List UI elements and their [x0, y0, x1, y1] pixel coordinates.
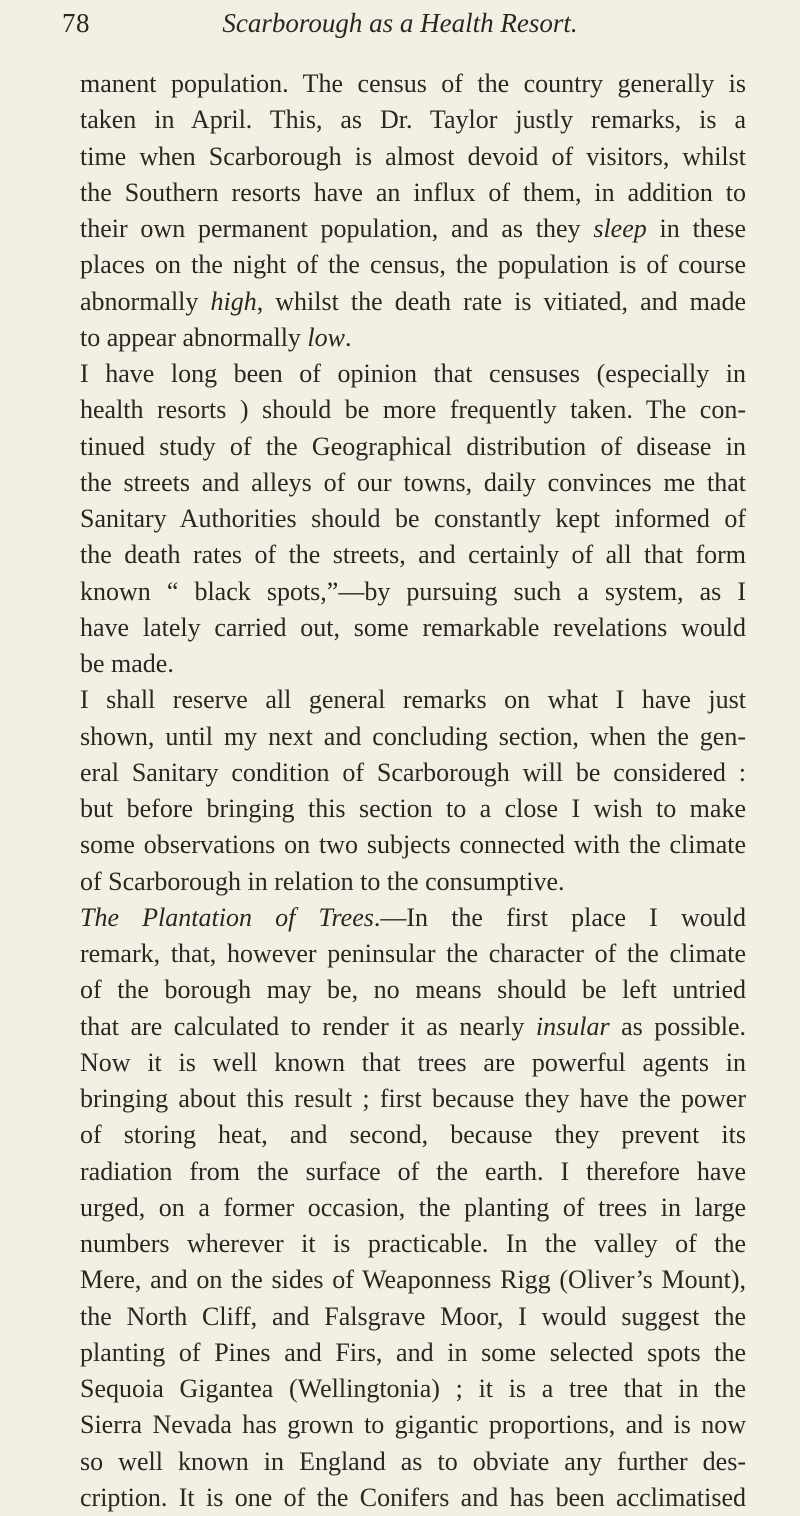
- body-text: [80, 66, 746, 1516]
- text-run: .: [345, 322, 352, 352]
- text-run: manent population. The census of the country generally is: [80, 69, 746, 98]
- text-run: radiation from the surface of the earth. I therefore have: [80, 1156, 746, 1186]
- text-line: [80, 284, 746, 320]
- text-run: the North Cliff, and Falsgrave Moor, I would suggest the: [80, 1301, 746, 1331]
- text-run: be made.: [80, 649, 174, 678]
- text-run: Sanitary Authorities should be constantly kept informed of: [80, 504, 746, 533]
- text-line: [80, 1444, 746, 1480]
- text-line: [80, 1371, 746, 1407]
- text-run: places on the night of the census, the population is of course: [80, 250, 746, 280]
- text-line: [80, 139, 746, 175]
- text-line: [80, 537, 746, 573]
- text-run: numbers wherever it is practicable. In the valley of the: [80, 1229, 746, 1258]
- text-line: [80, 864, 746, 900]
- text-run: Sierra Nevada has grown to gigantic proportions, and is now: [80, 1410, 746, 1440]
- text-run: the Southern resorts have an influx of them, in addition to: [80, 177, 746, 207]
- text-run: known “ black spots,”—by pursuing such a system, as I: [80, 576, 746, 606]
- text-run: urged, on a former occasion, the planting of trees in large: [80, 1192, 746, 1222]
- text-run: shown, until my next and concluding section, when the gen-: [80, 721, 746, 751]
- text-line: [80, 356, 746, 392]
- text-line: [80, 1081, 746, 1117]
- text-run: planting of Pines and Firs, and in some selected spots the: [80, 1337, 746, 1367]
- text-run: but before bringing this section to a close I wish to make: [80, 794, 746, 823]
- text-run: health resorts ) should be more frequently taken. The con-: [80, 395, 746, 425]
- text-line: [80, 429, 746, 465]
- text-run: that are calculated to render it as nearly: [80, 1011, 536, 1041]
- running-head: Scarborough as a Health Resort.: [222, 8, 578, 38]
- italic-text: low: [307, 322, 345, 352]
- text-line: [80, 1226, 746, 1262]
- text-run: to appear abnormally: [80, 322, 308, 352]
- text-line: [80, 610, 746, 646]
- text-run: I have long been of opinion that censuses (especially in: [80, 359, 746, 388]
- text-run: taken in April. This, as Dr. Taylor justly remarks, is a: [80, 105, 746, 135]
- text-line: [80, 936, 746, 972]
- italic-text: sleep: [593, 214, 647, 243]
- text-line: [80, 1480, 746, 1516]
- text-line: [80, 1335, 746, 1371]
- text-run: of storing heat, and second, because they prevent its: [80, 1120, 746, 1150]
- text-line: [80, 1299, 746, 1335]
- text-run: so well known in England as to obviate any further des-: [80, 1446, 746, 1476]
- italic-text: high: [210, 286, 257, 316]
- text-line: [80, 574, 746, 610]
- text-run: of the borough may be, no means should be left untried: [80, 975, 746, 1005]
- text-run: I shall reserve all general remarks on what I have just: [80, 685, 746, 715]
- text-line: [80, 1045, 746, 1081]
- text-run: Sequoia Gigantea (Wellingtonia) ; it is a tree that in the: [80, 1374, 746, 1403]
- text-run: eral Sanitary condition of Scarborough will be considered :: [80, 757, 746, 787]
- text-run: have lately carried out, some remarkable revelations would: [80, 612, 746, 642]
- text-line: [80, 102, 746, 138]
- text-line: [80, 972, 746, 1008]
- text-run: the streets and alleys of our towns, daily convinces me that: [80, 467, 746, 497]
- page-number: 78: [62, 8, 90, 38]
- text-line: [80, 719, 746, 755]
- text-line: [80, 1262, 746, 1298]
- text-run: abnormally: [80, 286, 211, 316]
- text-run: time when Scarborough is almost devoid of visitors, whilst: [80, 141, 746, 171]
- text-line: [80, 1117, 746, 1153]
- text-line: [80, 1190, 746, 1226]
- text-run: of Scarborough in relation to the consumptive.: [80, 866, 565, 896]
- text-line: [80, 791, 746, 827]
- text-run: tinued study of the Geographical distribution of disease in: [80, 431, 746, 461]
- text-run: their own permanent population, and as they: [80, 214, 594, 243]
- text-run: the death rates of the streets, and certainly of all that form: [80, 540, 746, 570]
- text-run: Mere, and on the sides of Weaponness Rigg (Oliver’s Mount),: [80, 1265, 746, 1295]
- text-line: [80, 827, 746, 863]
- text-line: [80, 646, 746, 682]
- text-run: Now it is well known that trees are powerful agents in: [80, 1047, 746, 1077]
- text-run: , whilst the death rate is vitiated, and made: [256, 286, 746, 316]
- text-line: [80, 320, 746, 356]
- text-line: [80, 755, 746, 791]
- page-header: [0, 8, 800, 48]
- text-run: .—In the first place I would: [373, 902, 746, 932]
- text-run: cription. It is one of the Conifers and has been acclimatised: [80, 1482, 746, 1512]
- text-line: [80, 465, 746, 501]
- text-line: [80, 211, 746, 247]
- text-line: [80, 175, 746, 211]
- text-run: bringing about this result ; first because they have the power: [80, 1084, 746, 1113]
- text-line: [80, 247, 746, 283]
- text-run: remark, that, however peninsular the character of the climate: [80, 939, 746, 968]
- text-line: [80, 1407, 746, 1443]
- text-run: some observations on two subjects connected with the climate: [80, 830, 746, 860]
- text-line: [80, 501, 746, 537]
- text-line: [80, 1154, 746, 1190]
- text-line: [80, 900, 746, 936]
- italic-text: insular: [535, 1011, 610, 1041]
- text-line: [80, 1009, 746, 1045]
- text-line: [80, 682, 746, 718]
- text-line: [80, 66, 746, 102]
- text-line: [80, 392, 746, 428]
- text-run: as possible.: [609, 1011, 746, 1041]
- text-run: in these: [646, 214, 746, 243]
- italic-text: The Plantation of Trees: [80, 902, 374, 932]
